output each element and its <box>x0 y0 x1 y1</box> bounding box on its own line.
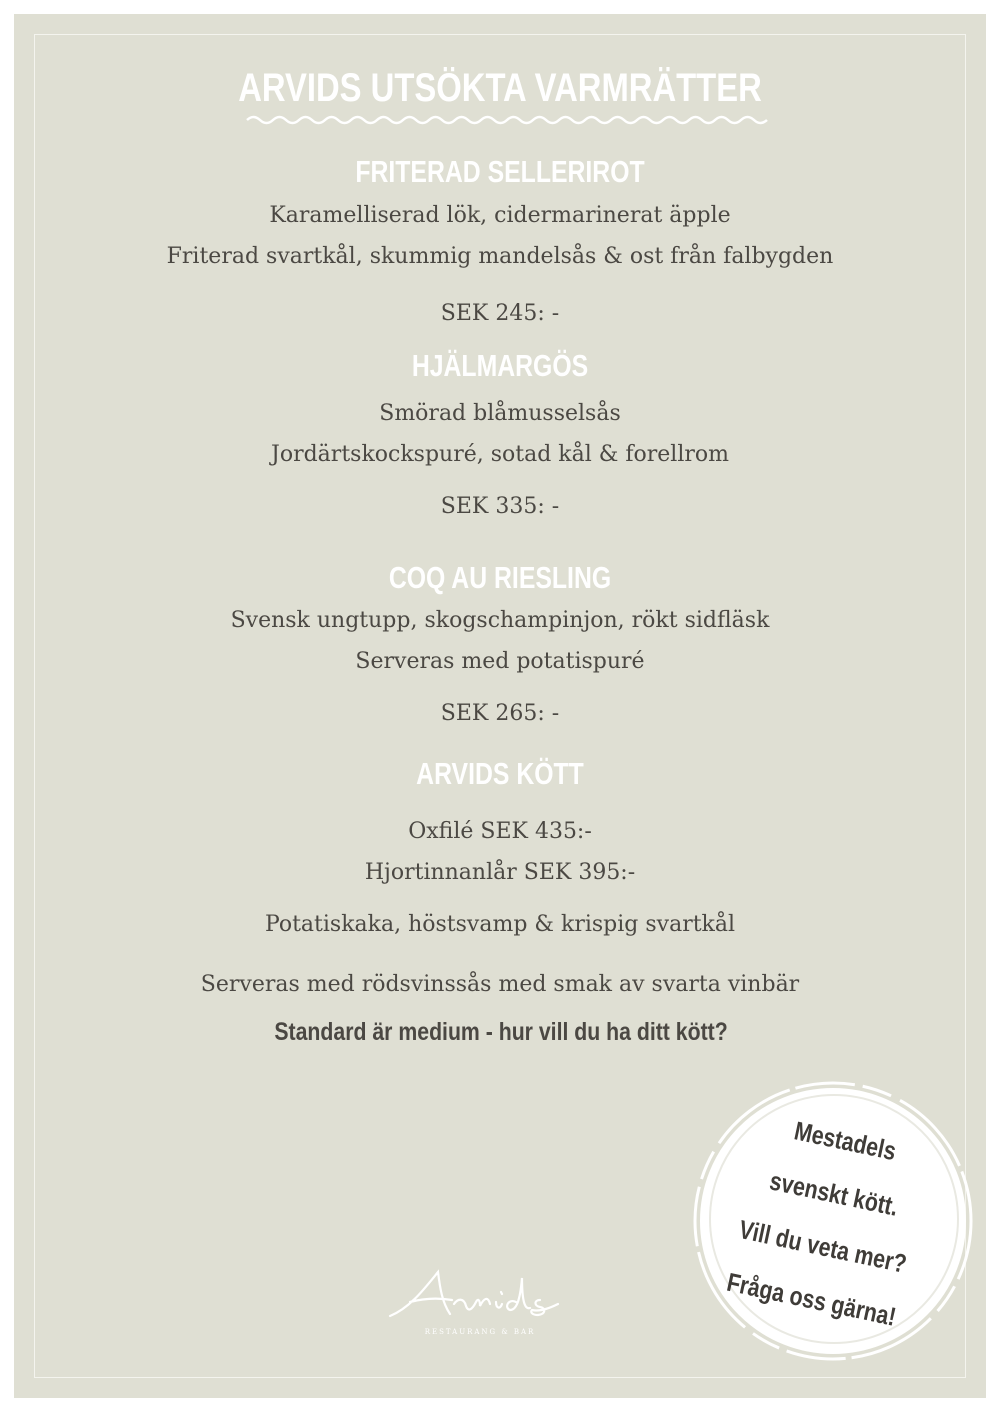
dish-name-arvids-kott: ARVIDS KÖTT <box>416 756 584 791</box>
dish-description: Friterad svartkål, skummig mandelsås & ost från falbygden <box>166 244 834 269</box>
dish-description: Jordärtskockspuré, sotad kål & forellrom <box>271 442 729 467</box>
stamp-line: Vill du veta mer? <box>736 1214 910 1279</box>
menu-title: ARVIDS UTSÖKTA VARMRÄTTER <box>238 66 762 110</box>
dish-description: Svensk ungtupp, skogschampinjon, rökt sidfläsk <box>230 608 770 633</box>
dish-name-friterad-sellerirot: FRITERAD SELLERIROT <box>355 154 645 189</box>
dish-description: Smörad blåmusselsås <box>379 401 621 426</box>
stamp-line: Fråga oss gärna! <box>724 1266 899 1332</box>
dish-name-coq-au-riesling: COQ AU RIESLING <box>388 560 612 595</box>
dish-description: Potatiskaka, höstsvamp & krispig svartkål <box>264 912 736 937</box>
dish-price: Oxfilé SEK 435:- <box>408 819 592 844</box>
dish-description: Karamelliserad lök, cidermarinerat äpple <box>269 203 731 228</box>
logo-subtitle: RESTAURANG & BAR <box>424 1328 536 1336</box>
stamp-line: Mestadels <box>791 1115 899 1167</box>
dish-name-hjalmargos: HJÄLMARGÖS <box>411 348 589 383</box>
wave-divider <box>245 112 770 128</box>
dish-price: Hjortinnanlår SEK 395:- <box>364 860 636 885</box>
stamp-line: svenskt kött. <box>767 1165 901 1222</box>
dish-description: Serveras med potatispuré <box>355 649 645 674</box>
dish-price: SEK 245: - <box>440 301 560 326</box>
dish-description: Serveras med rödsvinssås med smak av svarta vinbär <box>200 972 800 997</box>
doneness-note: Standard är medium - hur vill du ha ditt kött? <box>274 1018 728 1046</box>
dish-price: SEK 265: - <box>440 701 560 726</box>
dish-price: SEK 335: - <box>440 494 560 519</box>
